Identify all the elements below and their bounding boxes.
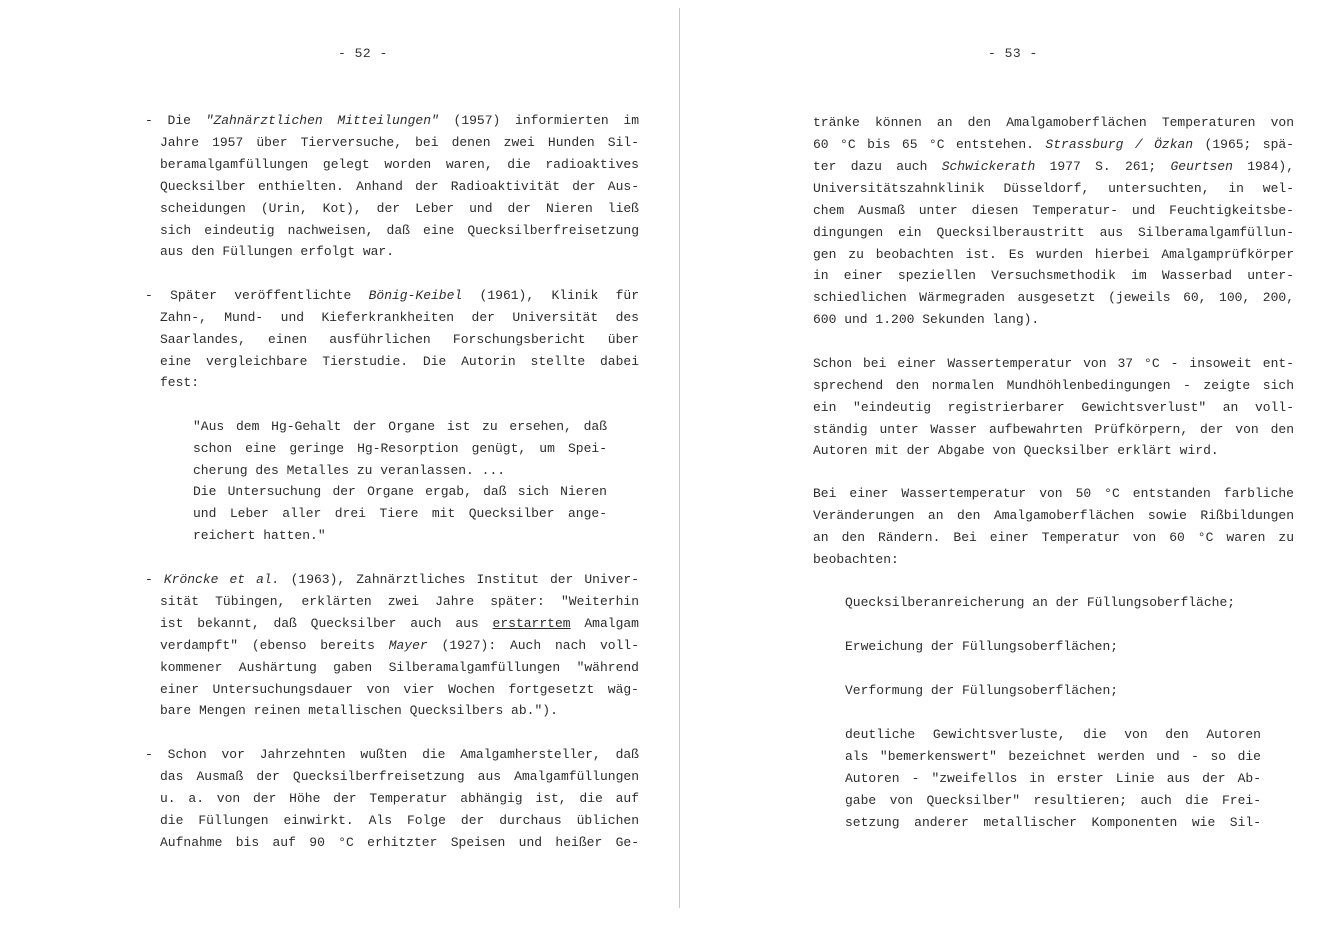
- quote-line: und Leber aller drei Tiere mit Quecksilber ange-: [193, 506, 607, 521]
- quote-line: cherung des Metalles zu veranlassen. ...: [193, 463, 506, 478]
- text-line: ter dazu auch Schwickerath 1977 S. 261; Geurtsen 1984),: [813, 159, 1295, 174]
- list-line: Verformung der Füllungsoberflächen;: [845, 683, 1119, 698]
- text-line: aus den Füllungen erfolgt war.: [160, 244, 395, 259]
- text-line: chem Ausmaß unter diesen Temperatur- und Feuchtigkeitsbe-: [813, 203, 1294, 218]
- text-line: in einer speziellen Versuchsmethodik im Wasserbad unter-: [813, 268, 1294, 283]
- text-line: u. a. von der Höhe der Temperatur abhängig ist, die auf: [160, 791, 639, 806]
- text-line: tränke können an den Amalgamoberflächen Temperaturen von: [813, 115, 1294, 130]
- text-line: - Später veröffentlichte Bönig-Keibel (1961), Klinik für: [145, 288, 639, 303]
- text-line: sprechend den normalen Mundhöhlenbedingungen - zeigte sich: [813, 378, 1294, 393]
- text-line: scheidungen (Urin, Kot), der Leber und der Nieren ließ: [160, 201, 639, 216]
- quote-line: Die Untersuchung der Organe ergab, daß sich Nieren: [193, 484, 607, 499]
- text-line: dingungen ein Quecksilberaustritt aus Silberamalgamfüllun-: [813, 225, 1294, 240]
- list-line: setzung anderer metallischer Komponenten wie Sil-: [845, 815, 1261, 830]
- text-line: an den Rändern. Bei einer Temperatur von 60 °C waren zu: [813, 530, 1294, 545]
- text-line: Zahn-, Mund- und Kieferkrankheiten der Universität des: [160, 310, 639, 325]
- text-line: - Kröncke et al. (1963), Zahnärztliches Institut der Univer-: [145, 572, 639, 587]
- text-line: das Ausmaß der Quecksilberfreisetzung aus Amalgamfüllungen: [160, 769, 639, 784]
- page-gutter: [679, 8, 680, 908]
- list-line: Erweichung der Füllungsoberflächen;: [845, 639, 1119, 654]
- page-number: - 52 -: [338, 46, 388, 61]
- text-line: Saarlandes, einen ausführlichen Forschungsbericht über: [160, 332, 639, 347]
- text-line: ständig unter Wasser aufbewahrten Prüfkörpern, der von den: [813, 422, 1294, 437]
- right-page: [681, 0, 1342, 949]
- text-line: kommener Aushärtung gaben Silberamalgamfüllungen "während: [160, 660, 639, 675]
- quote-line: "Aus dem Hg-Gehalt der Organe ist zu ersehen, daß: [193, 419, 607, 434]
- text-line: 60 °C bis 65 °C entstehen. Strassburg / Özkan (1965; spä-: [813, 137, 1294, 152]
- text-line: bare Mengen reinen metallischen Quecksilbers ab.").: [160, 703, 558, 718]
- list-line: Quecksilberanreicherung an der Füllungsoberfläche;: [845, 595, 1236, 610]
- list-line: gabe von Quecksilber" resultieren; auch die Frei-: [845, 793, 1261, 808]
- text-line: Aufnahme bis auf 90 °C erhitzter Speisen und heißer Ge-: [160, 835, 639, 850]
- text-line: einer Untersuchungsdauer von vier Wochen fortgesetzt wäg-: [160, 682, 639, 697]
- text-line: Quecksilber enthielten. Anhand der Radioaktivität der Aus-: [160, 179, 639, 194]
- text-line: - Schon vor Jahrzehnten wußten die Amalgamhersteller, daß: [145, 747, 639, 762]
- text-line: Autoren mit der Abgabe von Quecksilber erklärt wird.: [813, 443, 1219, 458]
- text-line: die Füllungen einwirkt. Als Folge der durchaus üblichen: [160, 813, 639, 828]
- page-number: - 53 -: [988, 46, 1038, 61]
- list-line: Autoren - "zweifellos in erster Linie aus der Ab-: [845, 771, 1261, 786]
- text-line: Bei einer Wassertemperatur von 50 °C entstanden farbliche: [813, 486, 1294, 501]
- quote-line: reichert hatten.": [193, 528, 326, 543]
- text-line: Veränderungen an den Amalgamoberflächen sowie Rißbildungen: [813, 508, 1294, 523]
- quote-line: schon eine geringe Hg-Resorption genügt, um Spei-: [193, 441, 607, 456]
- text-line: 600 und 1.200 Sekunden lang).: [813, 312, 1040, 327]
- text-line: gen zu beobachten ist. Es wurden hierbei Amalgamprüfkörper: [813, 247, 1294, 262]
- text-line: verdampft" (ebenso bereits Mayer (1927): Auch nach voll-: [160, 638, 639, 653]
- text-line: fest:: [160, 375, 200, 390]
- text-line: Schon bei einer Wassertemperatur von 37 °C - insoweit ent-: [813, 356, 1294, 371]
- text-line: beobachten:: [813, 552, 899, 567]
- text-line: schiedlichen Wärmegraden ausgesetzt (jeweils 60, 100, 200,: [813, 290, 1294, 305]
- list-line: deutliche Gewichtsverluste, die von den Autoren: [845, 727, 1261, 742]
- list-line: als "bemerkenswert" bezeichnet werden und - so die: [845, 749, 1261, 764]
- text-line: ist bekannt, daß Quecksilber auch aus erstarrtem Amalgam: [160, 616, 639, 631]
- text-line: Jahre 1957 über Tierversuche, bei denen zwei Hunden Sil-: [160, 135, 639, 150]
- text-line: ein "eindeutig registrierbarer Gewichtsverlust" an voll-: [813, 400, 1294, 415]
- text-line: beramalgamfüllungen gelegt worden waren, die radioaktives: [160, 157, 639, 172]
- text-line: Universitätszahnklinik Düsseldorf, untersuchten, in wel-: [813, 181, 1294, 196]
- text-line: sität Tübingen, erklärten zwei Jahre später: "Weiterhin: [160, 594, 639, 609]
- text-line: - Die "Zahnärztlichen Mitteilungen" (1957) informierten im: [145, 113, 639, 128]
- text-line: eine vergleichbare Tierstudie. Die Autorin stellte dabei: [160, 354, 639, 369]
- text-line: sich eindeutig nachweisen, daß eine Quecksilberfreisetzung: [160, 223, 639, 238]
